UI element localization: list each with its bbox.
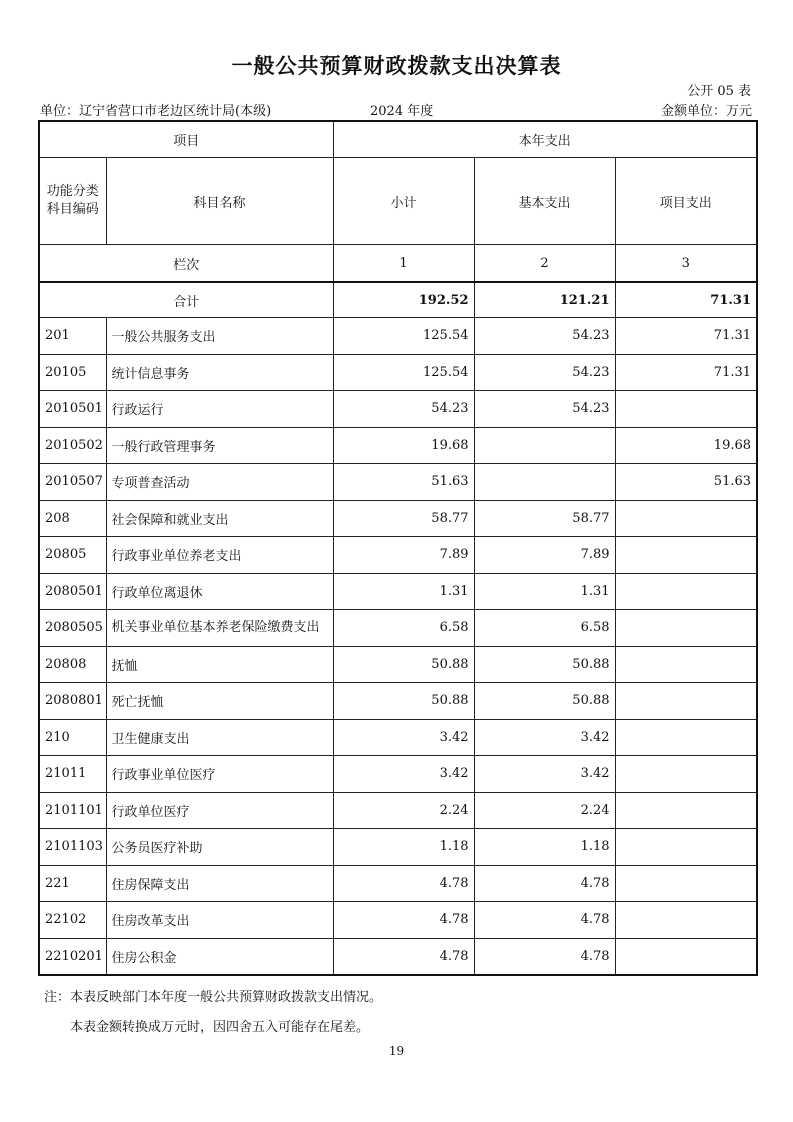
row-basic: 54.23 bbox=[474, 391, 615, 428]
row-subject-name: 机关事业单位基本养老保险缴费支出 bbox=[106, 610, 333, 647]
row-code: 2210201 bbox=[39, 938, 106, 975]
money-unit: 金额单位：万元 bbox=[660, 104, 752, 119]
row-project: 71.31 bbox=[615, 318, 757, 355]
row-subject-name: 住房改革支出 bbox=[106, 902, 333, 939]
row-subject-name: 死亡抚恤 bbox=[106, 683, 333, 720]
note-2: 本表金额转换成万元时，因四舍五入可能存在尾差。 bbox=[70, 1020, 370, 1035]
row-project bbox=[615, 829, 757, 866]
header-func-code-line2: 科目编码 bbox=[46, 202, 99, 217]
table-row bbox=[39, 318, 757, 355]
row-subtotal: 6.58 bbox=[333, 610, 474, 647]
row-code: 20805 bbox=[39, 537, 106, 574]
column-index-3: 3 bbox=[615, 245, 757, 283]
row-basic: 3.42 bbox=[474, 756, 615, 793]
table-row bbox=[39, 500, 757, 537]
row-subtotal: 50.88 bbox=[333, 683, 474, 720]
row-basic: 7.89 bbox=[474, 537, 615, 574]
row-subtotal: 7.89 bbox=[333, 537, 474, 574]
row-code: 21011 bbox=[39, 756, 106, 793]
table-row bbox=[39, 719, 757, 756]
table-row bbox=[39, 646, 757, 683]
row-code: 2010501 bbox=[39, 391, 106, 428]
row-subtotal: 4.78 bbox=[333, 865, 474, 902]
column-index-row bbox=[39, 245, 757, 283]
row-subtotal: 1.18 bbox=[333, 829, 474, 866]
table-row bbox=[39, 865, 757, 902]
row-subject-name: 行政事业单位养老支出 bbox=[106, 537, 333, 574]
row-basic: 4.78 bbox=[474, 938, 615, 975]
row-subject-name: 行政单位离退休 bbox=[106, 573, 333, 610]
header-func-code-line1: 功能分类 bbox=[46, 184, 99, 199]
total-label: 合计 bbox=[39, 282, 333, 318]
header-project-expense: 项目支出 bbox=[615, 158, 757, 245]
column-index-2: 2 bbox=[474, 245, 615, 283]
row-subtotal: 3.42 bbox=[333, 719, 474, 756]
row-project bbox=[615, 719, 757, 756]
row-subject-name: 一般行政管理事务 bbox=[106, 427, 333, 464]
total-project: 71.31 bbox=[615, 282, 757, 318]
row-project bbox=[615, 938, 757, 975]
row-project bbox=[615, 865, 757, 902]
row-basic: 50.88 bbox=[474, 683, 615, 720]
row-project bbox=[615, 756, 757, 793]
header-basic: 基本支出 bbox=[474, 158, 615, 245]
row-code: 2080501 bbox=[39, 573, 106, 610]
row-code: 2101101 bbox=[39, 792, 106, 829]
row-basic: 6.58 bbox=[474, 610, 615, 647]
row-subject-name: 专项普查活动 bbox=[106, 464, 333, 501]
row-project bbox=[615, 391, 757, 428]
row-subtotal: 3.42 bbox=[333, 756, 474, 793]
header-subtotal: 小计 bbox=[333, 158, 474, 245]
row-subtotal: 4.78 bbox=[333, 902, 474, 939]
report-meta bbox=[40, 100, 752, 118]
column-index-1: 1 bbox=[333, 245, 474, 283]
row-basic: 54.23 bbox=[474, 354, 615, 391]
table-row bbox=[39, 391, 757, 428]
row-code: 201 bbox=[39, 318, 106, 355]
column-index-label: 栏次 bbox=[39, 245, 333, 283]
row-code: 210 bbox=[39, 719, 106, 756]
header-func-code bbox=[39, 158, 106, 245]
row-basic bbox=[474, 464, 615, 501]
row-basic: 3.42 bbox=[474, 719, 615, 756]
row-subject-name: 住房保障支出 bbox=[106, 865, 333, 902]
page-title: 一般公共预算财政拨款支出决算表 bbox=[231, 54, 562, 78]
table-row bbox=[39, 902, 757, 939]
row-code: 2010507 bbox=[39, 464, 106, 501]
row-code: 20808 bbox=[39, 646, 106, 683]
row-basic: 2.24 bbox=[474, 792, 615, 829]
table-row bbox=[39, 354, 757, 391]
row-project bbox=[615, 537, 757, 574]
row-subject-name: 住房公积金 bbox=[106, 938, 333, 975]
table-row bbox=[39, 829, 757, 866]
row-subtotal: 58.77 bbox=[333, 500, 474, 537]
row-subject-name: 行政运行 bbox=[106, 391, 333, 428]
table-row bbox=[39, 537, 757, 574]
header-current-year-expense: 本年支出 bbox=[333, 121, 757, 158]
header-project: 项目 bbox=[39, 121, 333, 158]
row-code: 2080505 bbox=[39, 610, 106, 647]
table-row bbox=[39, 756, 757, 793]
row-project: 71.31 bbox=[615, 354, 757, 391]
report-year: 2024 年度 bbox=[370, 104, 434, 119]
row-code: 208 bbox=[39, 500, 106, 537]
row-basic bbox=[474, 427, 615, 464]
row-basic: 4.78 bbox=[474, 865, 615, 902]
row-subtotal: 125.54 bbox=[333, 354, 474, 391]
total-subtotal: 192.52 bbox=[333, 282, 474, 318]
row-project bbox=[615, 902, 757, 939]
row-subject-name: 一般公共服务支出 bbox=[106, 318, 333, 355]
row-subtotal: 2.24 bbox=[333, 792, 474, 829]
header-row-1 bbox=[39, 121, 757, 158]
table-row bbox=[39, 573, 757, 610]
row-project bbox=[615, 683, 757, 720]
row-basic: 58.77 bbox=[474, 500, 615, 537]
table-row bbox=[39, 464, 757, 501]
unit-label: 单位：辽宁省营口市老边区统计局(本级) bbox=[40, 104, 272, 119]
header-row-2 bbox=[39, 158, 757, 245]
table-row bbox=[39, 683, 757, 720]
row-subtotal: 4.78 bbox=[333, 938, 474, 975]
row-subject-name: 统计信息事务 bbox=[106, 354, 333, 391]
row-basic: 50.88 bbox=[474, 646, 615, 683]
table-row bbox=[39, 610, 757, 647]
header-subject-name: 科目名称 bbox=[106, 158, 333, 245]
row-subtotal: 19.68 bbox=[333, 427, 474, 464]
row-project: 51.63 bbox=[615, 464, 757, 501]
row-code: 20105 bbox=[39, 354, 106, 391]
row-basic: 1.31 bbox=[474, 573, 615, 610]
row-project bbox=[615, 500, 757, 537]
row-code: 221 bbox=[39, 865, 106, 902]
table-row bbox=[39, 792, 757, 829]
row-code: 2010502 bbox=[39, 427, 106, 464]
table-row bbox=[39, 938, 757, 975]
row-basic: 1.18 bbox=[474, 829, 615, 866]
row-basic: 4.78 bbox=[474, 902, 615, 939]
form-number: 公开 05 表 bbox=[687, 84, 751, 99]
row-project bbox=[615, 610, 757, 647]
row-subject-name: 卫生健康支出 bbox=[106, 719, 333, 756]
total-row bbox=[39, 282, 757, 318]
row-subject-name: 公务员医疗补助 bbox=[106, 829, 333, 866]
row-subject-name: 社会保障和就业支出 bbox=[106, 500, 333, 537]
row-subtotal: 1.31 bbox=[333, 573, 474, 610]
row-code: 2101103 bbox=[39, 829, 106, 866]
row-code: 22102 bbox=[39, 902, 106, 939]
row-subtotal: 54.23 bbox=[333, 391, 474, 428]
row-project: 19.68 bbox=[615, 427, 757, 464]
row-code: 2080801 bbox=[39, 683, 106, 720]
row-subject-name: 行政事业单位医疗 bbox=[106, 756, 333, 793]
row-subtotal: 125.54 bbox=[333, 318, 474, 355]
page-number: 19 bbox=[388, 1044, 405, 1058]
row-basic: 54.23 bbox=[474, 318, 615, 355]
expense-table bbox=[38, 120, 758, 976]
table-row bbox=[39, 427, 757, 464]
note-1: 注：本表反映部门本年度一般公共预算财政拨款支出情况。 bbox=[44, 990, 383, 1005]
total-basic: 121.21 bbox=[474, 282, 615, 318]
row-subject-name: 行政单位医疗 bbox=[106, 792, 333, 829]
row-subject-name: 抚恤 bbox=[106, 646, 333, 683]
row-project bbox=[615, 792, 757, 829]
row-project bbox=[615, 646, 757, 683]
row-subtotal: 50.88 bbox=[333, 646, 474, 683]
row-subtotal: 51.63 bbox=[333, 464, 474, 501]
row-project bbox=[615, 573, 757, 610]
